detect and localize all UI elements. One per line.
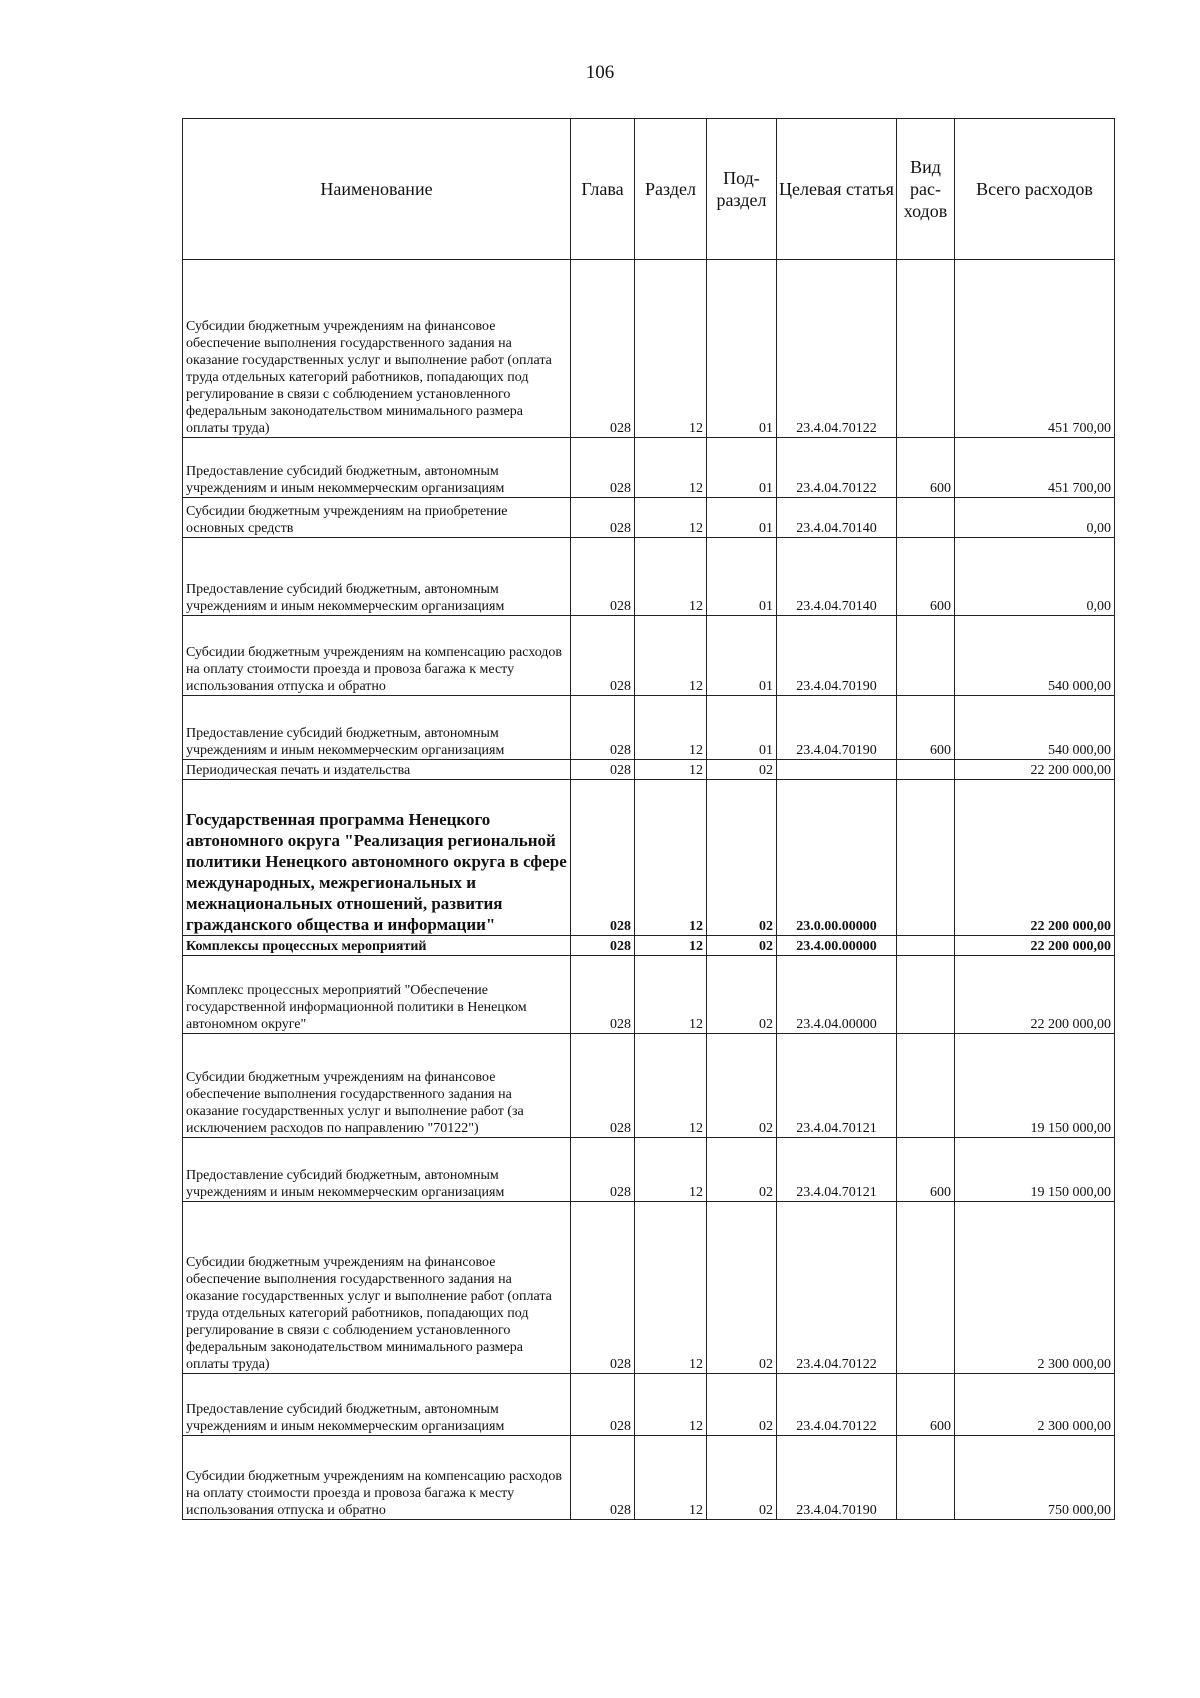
row-podrazdel: 02 xyxy=(707,1436,777,1520)
row-statya: 23.4.04.70122 xyxy=(777,260,897,438)
row-podrazdel: 02 xyxy=(707,780,777,936)
row-name: Комплекс процессных мероприятий "Обеспечение государственной информационной политики в Ненецком автономном округе" xyxy=(183,956,571,1034)
row-glava: 028 xyxy=(571,956,635,1034)
budget-table xyxy=(182,118,1115,1520)
row-podrazdel: 01 xyxy=(707,696,777,760)
row-name: Субсидии бюджетным учреждениям на финансовое обеспечение выполнения государственного задания на оказание государственных услуг и выполнение работ (за исключением расходов по направлению "70122") xyxy=(183,1034,571,1138)
table-row xyxy=(183,780,1115,936)
table-row xyxy=(183,1436,1115,1520)
row-statya: 23.0.00.00000 xyxy=(777,780,897,936)
row-podrazdel: 02 xyxy=(707,1374,777,1436)
row-podrazdel: 01 xyxy=(707,498,777,538)
row-total: 19 150 000,00 xyxy=(955,1034,1115,1138)
table-row xyxy=(183,538,1115,616)
row-vid xyxy=(897,1436,955,1520)
row-statya: 23.4.04.70140 xyxy=(777,498,897,538)
row-statya xyxy=(777,760,897,780)
header-row xyxy=(183,119,1115,260)
table-row xyxy=(183,936,1115,956)
header-vid: Вид рас-ходов xyxy=(897,119,955,260)
row-glava: 028 xyxy=(571,1034,635,1138)
row-podrazdel: 02 xyxy=(707,936,777,956)
row-total: 540 000,00 xyxy=(955,696,1115,760)
row-razdel: 12 xyxy=(635,498,707,538)
row-razdel: 12 xyxy=(635,1202,707,1374)
row-vid xyxy=(897,956,955,1034)
row-razdel: 12 xyxy=(635,936,707,956)
row-total: 19 150 000,00 xyxy=(955,1138,1115,1202)
row-razdel: 12 xyxy=(635,616,707,696)
row-vid: 600 xyxy=(897,538,955,616)
row-glava: 028 xyxy=(571,438,635,498)
row-total: 22 200 000,00 xyxy=(955,760,1115,780)
row-statya: 23.4.04.70122 xyxy=(777,1202,897,1374)
row-total: 22 200 000,00 xyxy=(955,780,1115,936)
row-vid xyxy=(897,498,955,538)
row-total: 451 700,00 xyxy=(955,260,1115,438)
row-podrazdel: 02 xyxy=(707,760,777,780)
row-name: Комплексы процессных мероприятий xyxy=(183,936,571,956)
row-statya: 23.4.04.70121 xyxy=(777,1034,897,1138)
row-glava: 028 xyxy=(571,760,635,780)
table-row xyxy=(183,956,1115,1034)
row-podrazdel: 01 xyxy=(707,438,777,498)
row-podrazdel: 01 xyxy=(707,616,777,696)
row-razdel: 12 xyxy=(635,760,707,780)
row-glava: 028 xyxy=(571,1374,635,1436)
row-name: Предоставление субсидий бюджетным, автономным учреждениям и иным некоммерческим организациям xyxy=(183,438,571,498)
table-row xyxy=(183,1374,1115,1436)
row-vid: 600 xyxy=(897,696,955,760)
row-statya: 23.4.04.70121 xyxy=(777,1138,897,1202)
row-name: Предоставление субсидий бюджетным, автономным учреждениям и иным некоммерческим организациям xyxy=(183,696,571,760)
header-glava: Глава xyxy=(571,119,635,260)
table-row xyxy=(183,616,1115,696)
row-podrazdel: 02 xyxy=(707,1202,777,1374)
row-name: Субсидии бюджетным учреждениям на компенсацию расходов на оплату стоимости проезда и провоза багажа к месту использования отпуска и обратно xyxy=(183,1436,571,1520)
row-razdel: 12 xyxy=(635,1374,707,1436)
row-razdel: 12 xyxy=(635,438,707,498)
table-row xyxy=(183,1202,1115,1374)
row-name: Предоставление субсидий бюджетным, автономным учреждениям и иным некоммерческим организациям xyxy=(183,1374,571,1436)
row-total: 2 300 000,00 xyxy=(955,1374,1115,1436)
row-glava: 028 xyxy=(571,260,635,438)
row-podrazdel: 02 xyxy=(707,956,777,1034)
row-vid xyxy=(897,1202,955,1374)
row-vid: 600 xyxy=(897,1374,955,1436)
row-statya: 23.4.04.70122 xyxy=(777,438,897,498)
header-razdel: Раздел xyxy=(635,119,707,260)
row-razdel: 12 xyxy=(635,696,707,760)
table-row xyxy=(183,1034,1115,1138)
table-row xyxy=(183,696,1115,760)
row-glava: 028 xyxy=(571,696,635,760)
row-total: 22 200 000,00 xyxy=(955,956,1115,1034)
row-name: Субсидии бюджетным учреждениям на приобретение основных средств xyxy=(183,498,571,538)
row-statya: 23.4.00.00000 xyxy=(777,936,897,956)
row-podrazdel: 01 xyxy=(707,538,777,616)
row-razdel: 12 xyxy=(635,260,707,438)
row-glava: 028 xyxy=(571,538,635,616)
row-statya: 23.4.04.70122 xyxy=(777,1374,897,1436)
page-number: 106 xyxy=(585,62,615,83)
header-name: Наименование xyxy=(183,119,571,260)
row-name: Субсидии бюджетным учреждениям на финансовое обеспечение выполнения государственного задания на оказание государственных услуг и выполнение работ (оплата труда отдельных категорий работников, попадающих под регулирование в связи с соблюдением установленного федеральным законодательством минимального размера оплаты труда) xyxy=(183,1202,571,1374)
row-statya: 23.4.04.70140 xyxy=(777,538,897,616)
row-glava: 028 xyxy=(571,1138,635,1202)
row-razdel: 12 xyxy=(635,780,707,936)
row-razdel: 12 xyxy=(635,1034,707,1138)
row-total: 22 200 000,00 xyxy=(955,936,1115,956)
row-name: Периодическая печать и издательства xyxy=(183,760,571,780)
row-total: 540 000,00 xyxy=(955,616,1115,696)
table-row xyxy=(183,260,1115,438)
row-total: 0,00 xyxy=(955,498,1115,538)
row-glava: 028 xyxy=(571,780,635,936)
row-glava: 028 xyxy=(571,616,635,696)
row-razdel: 12 xyxy=(635,538,707,616)
row-name: Предоставление субсидий бюджетным, автономным учреждениям и иным некоммерческим организациям xyxy=(183,1138,571,1202)
row-glava: 028 xyxy=(571,936,635,956)
row-podrazdel: 02 xyxy=(707,1034,777,1138)
header-statya: Целевая статья xyxy=(777,119,897,260)
row-vid xyxy=(897,780,955,936)
row-glava: 028 xyxy=(571,1436,635,1520)
row-vid xyxy=(897,1034,955,1138)
row-statya: 23.4.04.00000 xyxy=(777,956,897,1034)
header-total: Всего расходов xyxy=(955,119,1115,260)
table-row xyxy=(183,438,1115,498)
row-total: 2 300 000,00 xyxy=(955,1202,1115,1374)
row-razdel: 12 xyxy=(635,1138,707,1202)
table-row xyxy=(183,1138,1115,1202)
row-statya: 23.4.04.70190 xyxy=(777,616,897,696)
row-vid xyxy=(897,616,955,696)
row-total: 750 000,00 xyxy=(955,1436,1115,1520)
row-vid: 600 xyxy=(897,438,955,498)
row-vid xyxy=(897,260,955,438)
row-name: Субсидии бюджетным учреждениям на финансовое обеспечение выполнения государственного задания на оказание государственных услуг и выполнение работ (оплата труда отдельных категорий работников, попадающих под регулирование в связи с соблюдением установленного федеральным законодательством минимального размера оплаты труда) xyxy=(183,260,571,438)
table-row xyxy=(183,498,1115,538)
row-total: 0,00 xyxy=(955,538,1115,616)
row-glava: 028 xyxy=(571,498,635,538)
row-total: 451 700,00 xyxy=(955,438,1115,498)
row-razdel: 12 xyxy=(635,1436,707,1520)
row-name: Субсидии бюджетным учреждениям на компенсацию расходов на оплату стоимости проезда и провоза багажа к месту использования отпуска и обратно xyxy=(183,616,571,696)
row-glava: 028 xyxy=(571,1202,635,1374)
row-vid xyxy=(897,936,955,956)
row-vid: 600 xyxy=(897,1138,955,1202)
row-podrazdel: 01 xyxy=(707,260,777,438)
row-statya: 23.4.04.70190 xyxy=(777,696,897,760)
header-podrazdel: Под-раздел xyxy=(707,119,777,260)
table-row xyxy=(183,760,1115,780)
row-name: Государственная программа Ненецкого автономного округа "Реализация региональной политики Ненецкого автономного округа в сфере международных, межрегиональных и межнациональных отношений, развития гражданского общества и информации" xyxy=(183,780,571,936)
row-podrazdel: 02 xyxy=(707,1138,777,1202)
row-razdel: 12 xyxy=(635,956,707,1034)
row-name: Предоставление субсидий бюджетным, автономным учреждениям и иным некоммерческим организациям xyxy=(183,538,571,616)
row-vid xyxy=(897,760,955,780)
row-statya: 23.4.04.70190 xyxy=(777,1436,897,1520)
